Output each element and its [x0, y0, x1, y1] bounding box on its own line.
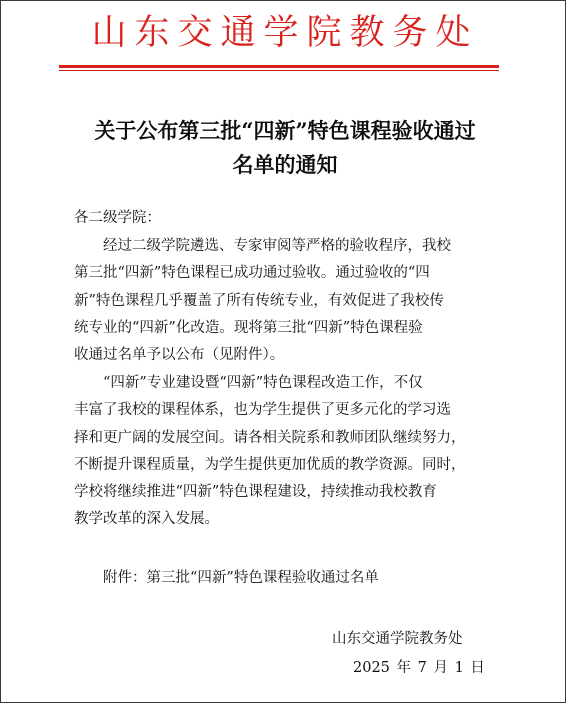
paragraph-line: 教学改革的深入发展。 — [74, 511, 219, 528]
body-paragraph-2 — [74, 370, 504, 534]
letterhead-rule-thick — [59, 65, 499, 68]
notice-title — [41, 114, 529, 182]
paragraph-line: 统专业的“四新”化改造。现将第三批“四新”特色课程验 — [74, 319, 423, 336]
paragraph-line: 第三批“四新”特色课程已成功通过验收。通过验收的“四 — [74, 265, 430, 282]
paragraph-line: 收通过名单予以公布（见附件）。 — [74, 347, 285, 364]
paragraph-line: 不断提升课程质量，为学生提供更加优质的教学资源。同时， — [74, 456, 466, 473]
body-paragraph-1 — [74, 233, 504, 369]
signature-organization: 山东交通学院教务处 — [332, 631, 463, 647]
salutation: 各二级学院： — [74, 210, 161, 226]
signature-date: 2025 年 7 月 1 日 — [353, 660, 485, 676]
letterhead-rule-thin — [59, 70, 499, 71]
paragraph-line: 新”特色课程几乎覆盖了所有传统专业，有效促进了我校传 — [74, 292, 444, 309]
paragraph-line: 丰富了我校的课程体系，也为学生提供了更多元化的学习选 — [74, 402, 451, 419]
notice-title-line-2: 名单的通知 — [232, 152, 338, 177]
notice-title-line-1: 关于公布第三批“四新”特色课程验收通过 — [94, 118, 476, 143]
paragraph-line: 择和更广阔的发展空间。请各相关院系和教师团队继续努力， — [74, 429, 466, 446]
attachment-note: 附件：第三批“四新”特色课程验收通过名单 — [103, 570, 379, 586]
paragraph-line: “四新”专业建设暨“四新”特色课程改造工作，不仅 — [103, 375, 423, 391]
letterhead-org-name: 山东交通学院教务处 — [91, 13, 479, 53]
paragraph-line: 学校将继续推进“四新”特色课程建设，持续推动我校教育 — [74, 484, 437, 501]
paragraph-line: 经过二级学院遴选、专家审阅等严格的验收程序，我校 — [103, 238, 451, 254]
